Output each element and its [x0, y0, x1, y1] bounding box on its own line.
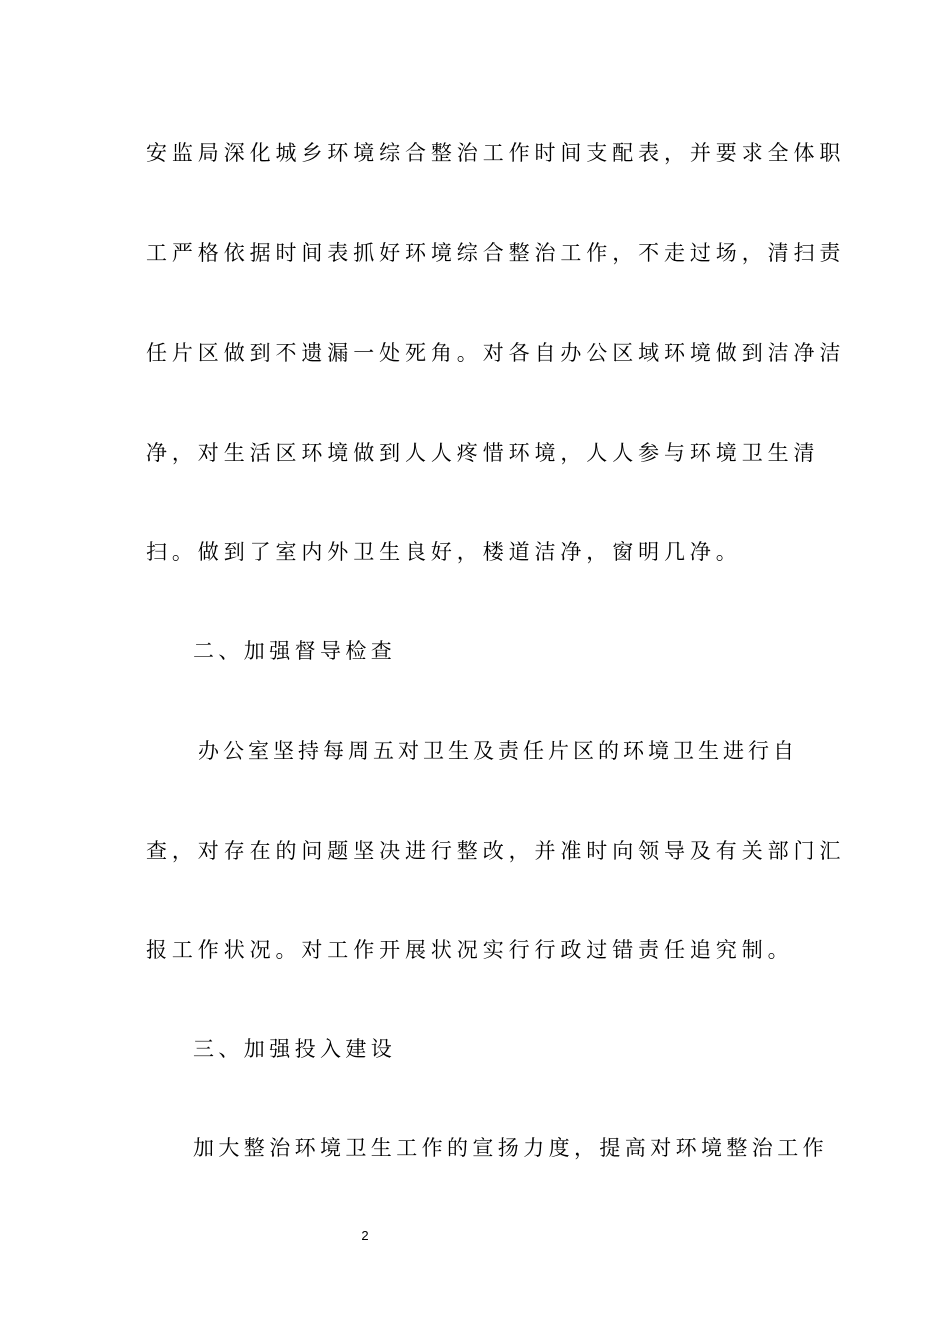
- paragraph-line: 工严格依据时间表抓好环境综合整治工作，不走过场，清扫责: [146, 241, 846, 265]
- paragraph-line: 净，对生活区环境做到人人疼惜环境，人人参与环境卫生清: [146, 441, 820, 465]
- page-number: 2: [361, 1228, 369, 1243]
- section-heading: 二、加强督导检查: [193, 639, 397, 663]
- paragraph-line: 加大整治环境卫生工作的宣扬力度，提高对环境整治工作: [193, 1136, 828, 1160]
- paragraph-line: 扫。做到了室内外卫生良好，楼道洁净，窗明几净。: [146, 540, 742, 564]
- paragraph-line: 报工作状况。对工作开展状况实行行政过错责任追究制。: [146, 938, 794, 962]
- section-heading: 三、加强投入建设: [193, 1037, 397, 1061]
- paragraph-line: 办公室坚持每周五对卫生及责任片区的环境卫生进行自: [198, 739, 798, 763]
- paragraph-line: 任片区做到不遗漏一处死角。对各自办公区域环境做到洁净洁: [146, 341, 846, 365]
- paragraph-line: 查，对存在的问题坚决进行整改，并准时向领导及有关部门汇: [146, 839, 846, 863]
- paragraph-line: 安监局深化城乡环境综合整治工作时间支配表，并要求全体职: [146, 141, 846, 165]
